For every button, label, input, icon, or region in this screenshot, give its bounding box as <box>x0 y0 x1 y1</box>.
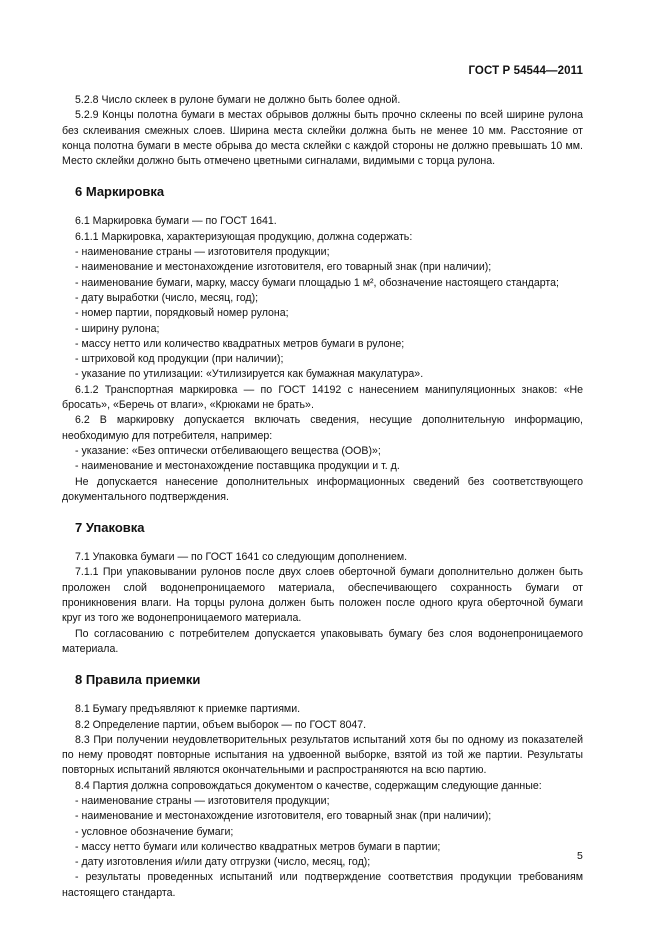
paragraph-7-1-1: 7.1.1 При упаковывании рулонов после двух слоев оберточной бумаги дополнительно должен быть проложен слой водонепроницаемого материала, обеспечивающего сохранность бумаги от проникновения влаги. На торцы рулона должен быть положен после одного круга оберточной бумаги круг из того же водонепроницаемого материала. <box>62 566 583 625</box>
list-item: - дату изготовления и/или дату отгрузки (число, месяц, год); <box>75 856 371 869</box>
list-item: - наименование и местонахождение изготовителя, его товарный знак (при наличии); <box>75 261 492 274</box>
paragraph-6-1: 6.1 Маркировка бумаги — по ГОСТ 1641. <box>75 215 277 228</box>
page-number: 5 <box>577 850 583 862</box>
list-item: - указание по утилизации: «Утилизируется как бумажная макулатура». <box>75 368 424 381</box>
document-code: ГОСТ Р 54544—2011 <box>468 65 583 77</box>
list-item: - наименование и местонахождение изготовителя, его товарный знак (при наличии); <box>75 810 492 823</box>
section-7-title: 7 Упаковка <box>75 520 145 536</box>
paragraph-8-2: 8.2 Определение партии, объем выборок — по ГОСТ 8047. <box>75 718 367 731</box>
list-item: - указание: «Без оптически отбеливающего вещества (ООВ)»; <box>75 444 381 457</box>
document-body <box>62 93 583 901</box>
paragraph-6-1-1: 6.1.1 Маркировка, характеризующая продукцию, должна содержать: <box>75 230 413 243</box>
paragraph-6-2: 6.2 В маркировку допускается включать сведения, несущие дополнительную информацию, необходимую для потребителя, например: <box>62 414 583 442</box>
list-item: - штриховой код продукции (при наличии); <box>75 353 284 366</box>
list-item: - наименование бумаги, марку, массу бумаги площадью 1 м², обозначение настоящего стандарта; <box>75 276 559 289</box>
list-item: - ширину рулона; <box>75 322 160 335</box>
list-item: - наименование страны — изготовителя продукции; <box>75 246 330 259</box>
paragraph-6-note: Не допускается нанесение дополнительных информационных сведений без соответствующего документального подтверждения. <box>62 475 583 503</box>
list-item: - наименование и местонахождение поставщика продукции и т. д. <box>75 460 400 473</box>
list-item: - номер партии, порядковый номер рулона; <box>75 307 289 320</box>
paragraph-6-1-2: 6.1.2 Транспортная маркировка — по ГОСТ 14192 с нанесением манипуляционных знаков: «Не бросать», «Беречь от влаги», «Крюками не брать». <box>62 383 583 412</box>
paragraph-8-1: 8.1 Бумагу предъявляют к приемке партиями. <box>75 703 301 716</box>
paragraph-8-3: 8.3 При получении неудовлетворительных результатов испытаний хотя бы по одному из показателей по нему проводят повторные испытания на удвоенной выборке, взятой из той же партии. Результаты повторных испытаний являются окончательными и распространяются на всю партию. <box>62 733 583 777</box>
paragraph-5-2-9: 5.2.9 Концы полотна бумаги в местах обрывов должны быть прочно склеены по всей ширине рулона без склеивания смежных слоев. Ширина места склейки должна быть не менее 10 мм. Расстояние от конца полотна бумаги в месте обрыва до места склейки с каждой стороны не должно превышать 10 мм. Место склейки должно быть отмечено цветными сигналами, видимыми с торца рулона. <box>62 109 583 168</box>
list-item: - результаты проведенных испытаний или подтверждение соответствия продукции требованиям настоящего стандарта. <box>62 871 583 899</box>
paragraph-5-2-8: 5.2.8 Число склеек в рулоне бумаги не должно быть более одной. <box>75 94 401 106</box>
list-item: - дату выработки (число, месяц, год); <box>75 291 259 304</box>
list-item: - массу нетто бумаги или количество квадратных метров бумаги в партии; <box>75 840 441 853</box>
paragraph-7-note: По согласованию с потребителем допускается упаковывать бумагу без слоя водонепроницаемого материала. <box>62 627 583 655</box>
list-item: - наименование страны — изготовителя продукции; <box>75 794 330 807</box>
list-item: - массу нетто или количество квадратных метров бумаги в рулоне; <box>75 337 405 350</box>
section-8-title: 8 Правила приемки <box>75 672 201 688</box>
paragraph-7-1: 7.1 Упаковка бумаги — по ГОСТ 1641 со следующим дополнением. <box>75 551 408 564</box>
paragraph-8-4: 8.4 Партия должна сопровождаться документом о качестве, содержащим следующие данные: <box>75 779 542 792</box>
section-6-title: 6 Маркировка <box>75 184 165 200</box>
list-item: - условное обозначение бумаги; <box>75 825 234 838</box>
